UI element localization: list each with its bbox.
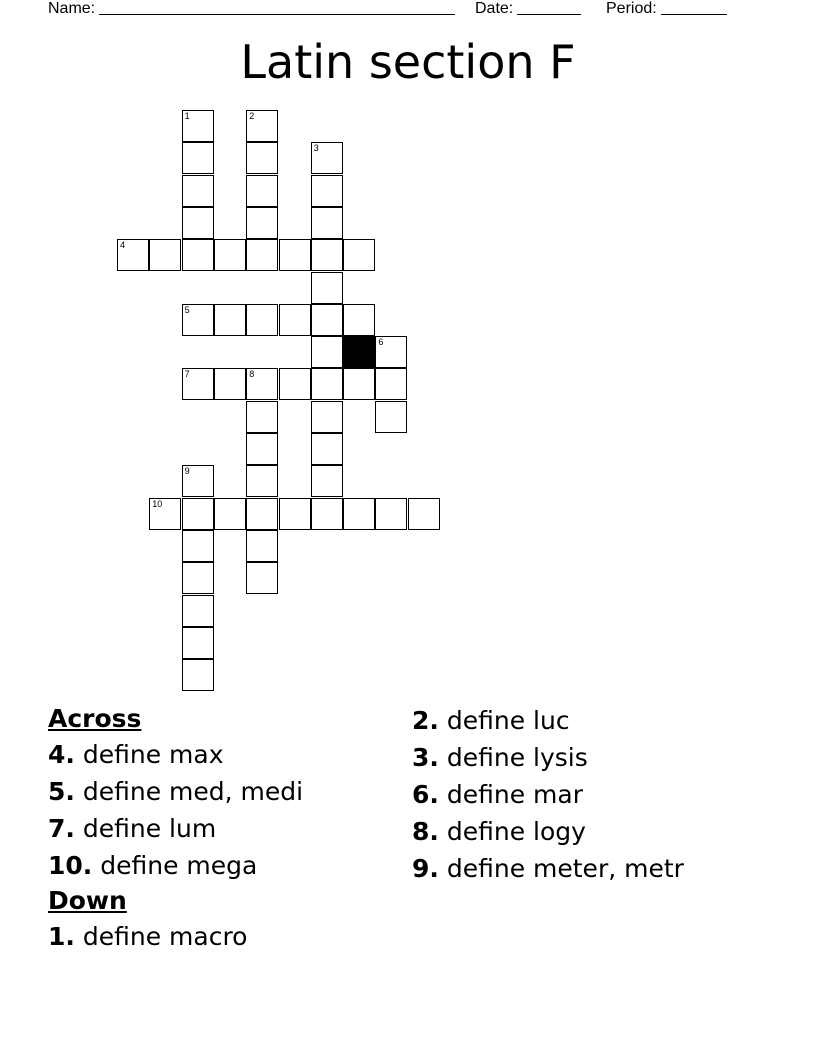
cell-number: 2: [249, 111, 255, 121]
crossword-cell[interactable]: [279, 304, 311, 336]
cell-number: 6: [378, 337, 384, 348]
clue-text: define meter, metr: [438, 854, 684, 883]
cell-number: 9: [184, 466, 190, 477]
clue-number: 9.: [412, 854, 439, 883]
crossword-cell[interactable]: [246, 239, 278, 271]
crossword-cell[interactable]: [311, 239, 343, 271]
crossword-cell[interactable]: [246, 465, 278, 497]
crossword-cell[interactable]: [182, 207, 214, 239]
crossword-cell[interactable]: [246, 498, 278, 530]
clue-item: [48, 810, 303, 847]
crossword-cell[interactable]: [246, 530, 278, 562]
clue-item: [412, 739, 684, 776]
crossword-cell[interactable]: [117, 239, 149, 271]
clue-number: 5.: [48, 777, 75, 806]
down-heading: Down: [48, 886, 127, 915]
crossword-cell[interactable]: [149, 239, 181, 271]
clue-number: 6.: [412, 780, 439, 809]
clue-number: 8.: [412, 817, 439, 846]
crossword-cell[interactable]: [182, 465, 214, 497]
crossword-cell[interactable]: [246, 207, 278, 239]
clue-item: [412, 776, 684, 813]
cell-number: 10: [152, 498, 163, 509]
crossword-cell[interactable]: [311, 272, 343, 304]
crossword-cell[interactable]: [279, 239, 311, 271]
cell-number: 5: [184, 304, 190, 315]
crossword-cell[interactable]: [182, 368, 214, 400]
crossword-cell[interactable]: [279, 498, 311, 530]
crossword-cell[interactable]: [182, 627, 214, 659]
clue-text: define max: [74, 740, 224, 769]
crossword-cell[interactable]: [246, 142, 278, 174]
cell-number: 7: [184, 369, 190, 380]
clue-text: define mar: [438, 780, 583, 809]
crossword-cell[interactable]: [311, 465, 343, 497]
crossword-cell[interactable]: [246, 110, 278, 142]
crossword-cell[interactable]: [311, 401, 343, 433]
blocked-cell: [343, 336, 375, 368]
crossword-cell[interactable]: [246, 175, 278, 207]
name-label: Name:: [48, 0, 96, 17]
crossword-cell[interactable]: [246, 562, 278, 594]
crossword-cell[interactable]: [311, 498, 343, 530]
crossword-cell[interactable]: [343, 239, 375, 271]
crossword-cell[interactable]: [182, 175, 214, 207]
crossword-cell[interactable]: [182, 304, 214, 336]
crossword-cell[interactable]: [408, 498, 440, 530]
cell-number: 1: [184, 111, 190, 121]
clue-number: 1.: [48, 922, 75, 951]
down-clue-list: [48, 918, 303, 955]
down-clue-list-continued: [412, 702, 684, 887]
clue-item: [48, 918, 303, 955]
crossword-cell[interactable]: [149, 498, 181, 530]
across-clue-list: [48, 736, 303, 884]
clue-text: define mega: [92, 851, 258, 880]
date-label: Date:: [475, 0, 514, 17]
clue-item: [48, 736, 303, 773]
crossword-cell[interactable]: [214, 304, 246, 336]
clue-item: [412, 702, 684, 739]
clue-item: [48, 773, 303, 810]
crossword-cell[interactable]: [279, 368, 311, 400]
clue-number: 4.: [48, 740, 75, 769]
page-title: Latin section F: [240, 35, 576, 89]
crossword-cell[interactable]: [311, 304, 343, 336]
crossword-cell[interactable]: [182, 239, 214, 271]
clues-right-column: [412, 702, 684, 887]
crossword-cell[interactable]: [375, 336, 407, 368]
crossword-cell[interactable]: [311, 433, 343, 465]
clue-number: 2.: [412, 706, 439, 735]
across-heading: Across: [48, 704, 142, 733]
clue-text: define logy: [438, 817, 586, 846]
crossword-cell[interactable]: [246, 368, 278, 400]
crossword-cell[interactable]: [246, 304, 278, 336]
crossword-cell[interactable]: [182, 659, 214, 691]
crossword-cell[interactable]: [246, 401, 278, 433]
clue-text: define med, medi: [74, 777, 304, 806]
crossword-cell[interactable]: [343, 304, 375, 336]
clue-number: 10.: [48, 851, 93, 880]
crossword-cell[interactable]: [182, 595, 214, 627]
crossword-cell[interactable]: [182, 110, 214, 142]
crossword-cell[interactable]: [182, 142, 214, 174]
clue-text: define lysis: [438, 743, 588, 772]
period-label: Period:: [606, 0, 657, 17]
clues-left-column: [48, 702, 303, 955]
cell-number: 8: [249, 369, 255, 380]
crossword-cell[interactable]: [246, 433, 278, 465]
crossword-cell[interactable]: [311, 175, 343, 207]
crossword-cell[interactable]: [375, 401, 407, 433]
crossword-cell[interactable]: [182, 530, 214, 562]
crossword-cell[interactable]: [214, 498, 246, 530]
crossword-cell[interactable]: [182, 498, 214, 530]
crossword-cell[interactable]: [311, 368, 343, 400]
clue-item: [48, 847, 303, 884]
crossword-cell[interactable]: [214, 368, 246, 400]
clue-number: 3.: [412, 743, 439, 772]
crossword-cell[interactable]: [375, 498, 407, 530]
crossword-cell[interactable]: [343, 368, 375, 400]
crossword-cell[interactable]: [343, 498, 375, 530]
crossword-cell[interactable]: [182, 562, 214, 594]
cell-number: 4: [120, 240, 126, 251]
clue-text: define macro: [74, 922, 248, 951]
cell-number: 3: [313, 143, 319, 154]
crossword-cell[interactable]: [214, 239, 246, 271]
crossword-cell[interactable]: [311, 336, 343, 368]
clue-text: define lum: [74, 814, 217, 843]
clue-item: [412, 813, 684, 850]
clue-item: [412, 850, 684, 887]
crossword-cell[interactable]: [311, 142, 343, 174]
crossword-cell[interactable]: [375, 368, 407, 400]
clue-number: 7.: [48, 814, 75, 843]
crossword-cell[interactable]: [311, 207, 343, 239]
clue-text: define luc: [438, 706, 570, 735]
